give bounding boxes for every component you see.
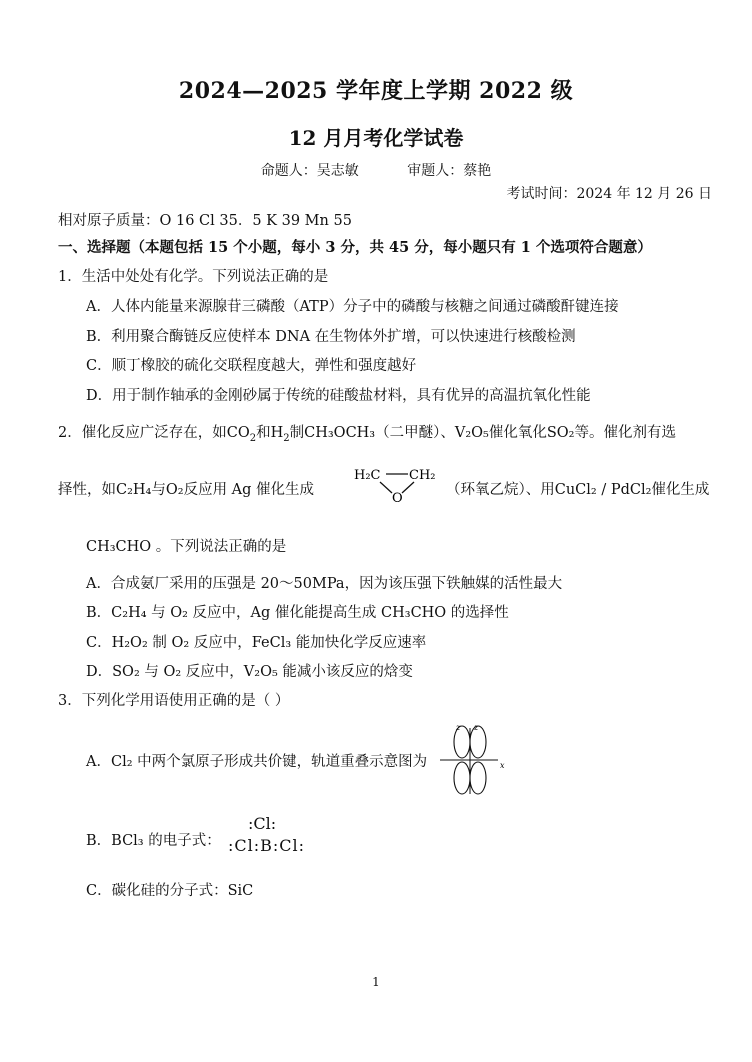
q2-stem-line1: 2．催化反应广泛存在，如$CO_2$和$H_2$制CH₃OCH₃（二甲醚）、V₂O₅催化氧化SO₂等。催化剂有选	[58, 425, 676, 444]
q2-stem-line3: CH₃CHO 。下列说法正确的是	[86, 539, 287, 555]
exam-title: 2024—2025 学年度上学期 2022 级	[178, 78, 574, 104]
bcl3-top-cl: :Cl:	[248, 814, 277, 833]
svg-text:z: z	[456, 723, 461, 732]
bcl3-row: :Cl:B:Cl:	[228, 836, 306, 855]
reviewer-label: 审题人：蔡艳	[407, 163, 492, 179]
svg-text:z: z	[474, 723, 479, 732]
q3-option-a: A．Cl₂ 中两个氯原子形成共价键，轨道重叠示意图为	[86, 754, 428, 770]
exam-subtitle: 12 月月考化学试卷	[288, 126, 464, 150]
svg-text:CH₂: CH₂	[409, 468, 436, 483]
q2-option-c: C．H₂O₂ 制 O₂ 反应中，FeCl₃ 能加快化学反应速率	[86, 635, 427, 651]
q2-option-a: A．合成氨厂采用的压强是 20～50MPa，因为该压强下铁触媒的活性最大	[86, 576, 563, 592]
q2-stem-line2-tail: （环氧乙烷）、用CuCl₂ / PdCl₂催化生成	[446, 482, 710, 498]
q3-option-c: C．碳化硅的分子式：SiC	[86, 883, 254, 899]
page-number: 1	[372, 975, 380, 989]
section-heading: 一、选择题（本题包括 15 个小题，每小 3 分，共 45 分，每小题只有 1 个选项符合题意）	[58, 239, 652, 256]
q1-option-c: C．顺丁橡胶的硫化交联程度越大，弹性和强度越好	[86, 358, 417, 374]
epoxide-structure	[352, 462, 442, 506]
svg-text:O: O	[392, 491, 403, 506]
q3-stem: 3．下列化学用语使用正确的是（ ）	[58, 693, 290, 709]
q1-stem: 1．生活中处处有化学。下列说法正确的是	[58, 269, 329, 285]
authors-line	[0, 160, 752, 180]
q1-option-a: A．人体内能量来源腺苷三磷酸（ATP）分子中的磷酸与核糖之间通过磷酸酐键连接	[86, 299, 619, 315]
author-label: 命题人：吴志敏	[260, 163, 359, 179]
orbital-overlap-diagram	[438, 722, 510, 798]
q3-option-b: B．BCl₃ 的电子式：	[86, 833, 221, 849]
atomic-masses: 相对原子质量：O 16 Cl 35．5 K 39 Mn 55	[58, 213, 352, 229]
q2-option-b: B．C₂H₄ 与 O₂ 反应中，Ag 催化能提高生成 CH₃CHO 的选择性	[86, 605, 509, 621]
q2-option-d: D．SO₂ 与 O₂ 反应中，V₂O₅ 能减小该反应的焓变	[86, 664, 413, 680]
exam-time: 考试时间：2024 年 12 月 26 日	[506, 186, 712, 202]
svg-text:x: x	[500, 761, 505, 770]
q1-option-b: B．利用聚合酶链反应使样本 DNA 在生物体外扩增，可以快速进行核酸检测	[86, 329, 576, 345]
svg-text:H₂C: H₂C	[354, 468, 381, 483]
q1-option-d: D．用于制作轴承的金刚砂属于传统的硅酸盐材料，具有优异的高温抗氧化性能	[86, 388, 591, 404]
q2-stem-line2: 择性，如C₂H₄与O₂反应用 Ag 催化生成	[58, 482, 315, 498]
